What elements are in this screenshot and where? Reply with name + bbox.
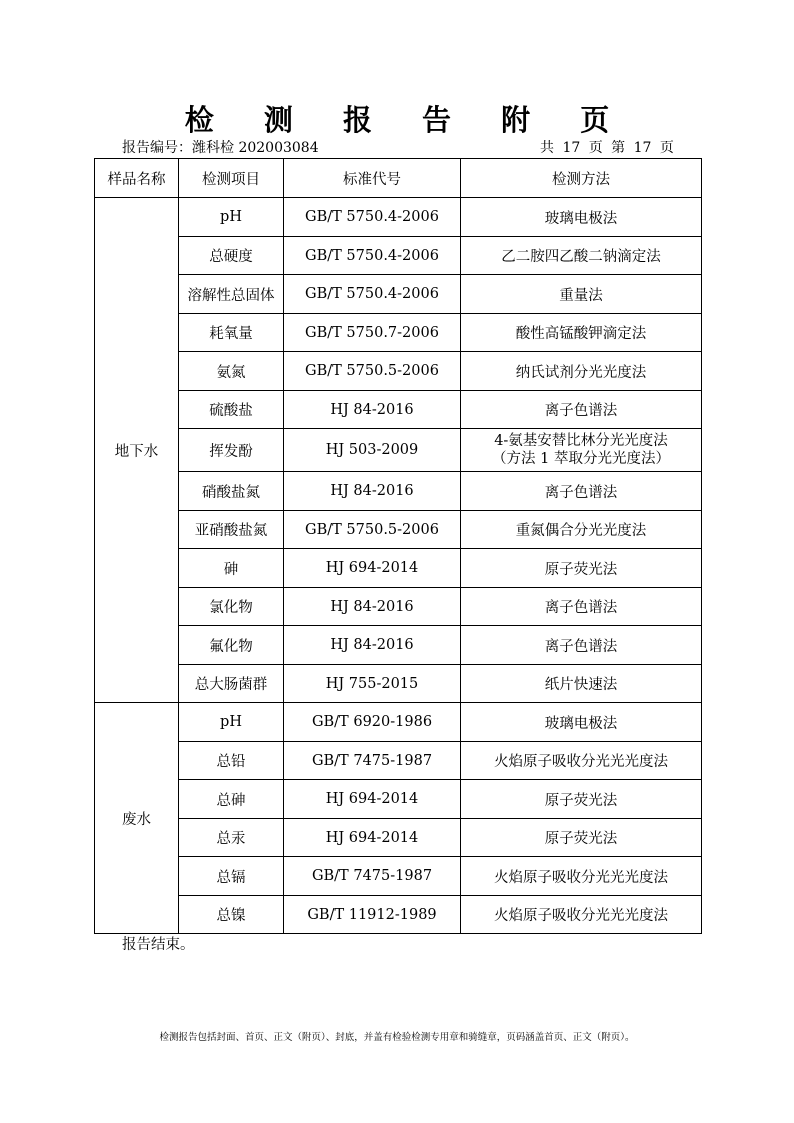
item-cell: 总大肠菌群 [179,665,284,703]
sample-name-cell: 地下水 [95,198,179,703]
report-end-note: 报告结束。 [122,937,195,953]
method-cell: 玻璃电极法 [461,703,702,742]
standard-cell: HJ 694-2014 [284,819,461,857]
standard-cell: GB/T 5750.4-2006 [284,198,461,237]
header-test-item: 检测项目 [179,159,284,198]
item-cell: 氯化物 [179,588,284,626]
standard-cell: GB/T 6920-1986 [284,703,461,742]
method-cell: 纸片快速法 [461,665,702,703]
table-row [95,742,702,780]
item-cell: 总硬度 [179,237,284,275]
standard-cell: GB/T 7475-1987 [284,857,461,896]
item-cell: 总镉 [179,857,284,896]
page-footnote: 检测报告包括封面、首页、正文（附页）、封底，并盖有检验检测专用章和骑缝章，页码涵盖首页、正文（附页）。 [159,1032,635,1043]
method-cell: 原子荧光法 [461,549,702,588]
table-row [95,549,702,588]
table-row [95,780,702,819]
method-cell: 重量法 [461,275,702,314]
standard-cell: GB/T 5750.5-2006 [284,511,461,549]
method-cell: 酸性高锰酸钾滴定法 [461,314,702,352]
item-cell: 硫酸盐 [179,391,284,429]
table-row [95,314,702,352]
page-info: 共 17 页 第 17 页 [540,140,674,156]
document-title: 检 测 报 告 附 页 [184,103,630,137]
standard-cell: HJ 84-2016 [284,626,461,665]
header-standard-code: 标准代号 [284,159,461,198]
method-cell [461,429,702,472]
table-row [95,819,702,857]
method-cell: 纳氏试剂分光光度法 [461,352,702,391]
table-row [95,896,702,934]
item-cell: 氨氮 [179,352,284,391]
method-cell: 火焰原子吸收分光光光度法 [461,896,702,934]
standard-cell: HJ 84-2016 [284,472,461,511]
method-cell: 玻璃电极法 [461,198,702,237]
item-cell: 亚硝酸盐氮 [179,511,284,549]
item-cell: 总铅 [179,742,284,780]
item-cell: pH [179,703,284,742]
item-cell: 氟化物 [179,626,284,665]
method-cell: 火焰原子吸收分光光光度法 [461,742,702,780]
method-cell: 火焰原子吸收分光光光度法 [461,857,702,896]
item-cell: 总镍 [179,896,284,934]
item-cell: 砷 [179,549,284,588]
item-cell: 耗氧量 [179,314,284,352]
standard-cell: HJ 84-2016 [284,588,461,626]
table-row [95,626,702,665]
table-row [95,198,702,237]
table-row [95,472,702,511]
table-row [95,665,702,703]
item-cell: 硝酸盐氮 [179,472,284,511]
header-sample-name: 样品名称 [95,159,179,198]
item-cell: 挥发酚 [179,429,284,472]
results-table [94,158,702,934]
standard-cell: GB/T 5750.4-2006 [284,237,461,275]
standard-cell: HJ 755-2015 [284,665,461,703]
method-cell: 离子色谱法 [461,391,702,429]
method-cell: 离子色谱法 [461,472,702,511]
table-row [95,703,702,742]
standard-cell: HJ 84-2016 [284,391,461,429]
standard-cell: HJ 694-2014 [284,549,461,588]
table-row [95,352,702,391]
standard-cell: GB/T 7475-1987 [284,742,461,780]
sample-name-cell: 废水 [95,703,179,934]
method-cell: 重氮偶合分光光度法 [461,511,702,549]
table-row [95,429,702,472]
standard-cell: GB/T 5750.7-2006 [284,314,461,352]
table-row [95,511,702,549]
table-row [95,588,702,626]
method-cell: 乙二胺四乙酸二钠滴定法 [461,237,702,275]
standard-cell: HJ 503-2009 [284,429,461,472]
item-cell: 溶解性总固体 [179,275,284,314]
table-row [95,237,702,275]
table-row [95,275,702,314]
standard-cell: GB/T 5750.4-2006 [284,275,461,314]
method-cell: 离子色谱法 [461,588,702,626]
standard-cell: HJ 694-2014 [284,780,461,819]
header-test-method: 检测方法 [461,159,702,198]
table-row [95,857,702,896]
standard-cell: GB/T 11912-1989 [284,896,461,934]
method-cell: 原子荧光法 [461,819,702,857]
item-cell: 总砷 [179,780,284,819]
method-cell: 离子色谱法 [461,626,702,665]
method-cell: 原子荧光法 [461,780,702,819]
table-header-row [95,159,702,198]
standard-cell: GB/T 5750.5-2006 [284,352,461,391]
item-cell: 总汞 [179,819,284,857]
method-line-2: （方法 1 萃取分光光度法） [492,451,670,467]
report-number: 报告编号：潍科检 202003084 [122,140,319,156]
item-cell: pH [179,198,284,237]
method-line-1: 4-氨基安替比林分光光度法 [494,433,668,449]
table-row [95,391,702,429]
